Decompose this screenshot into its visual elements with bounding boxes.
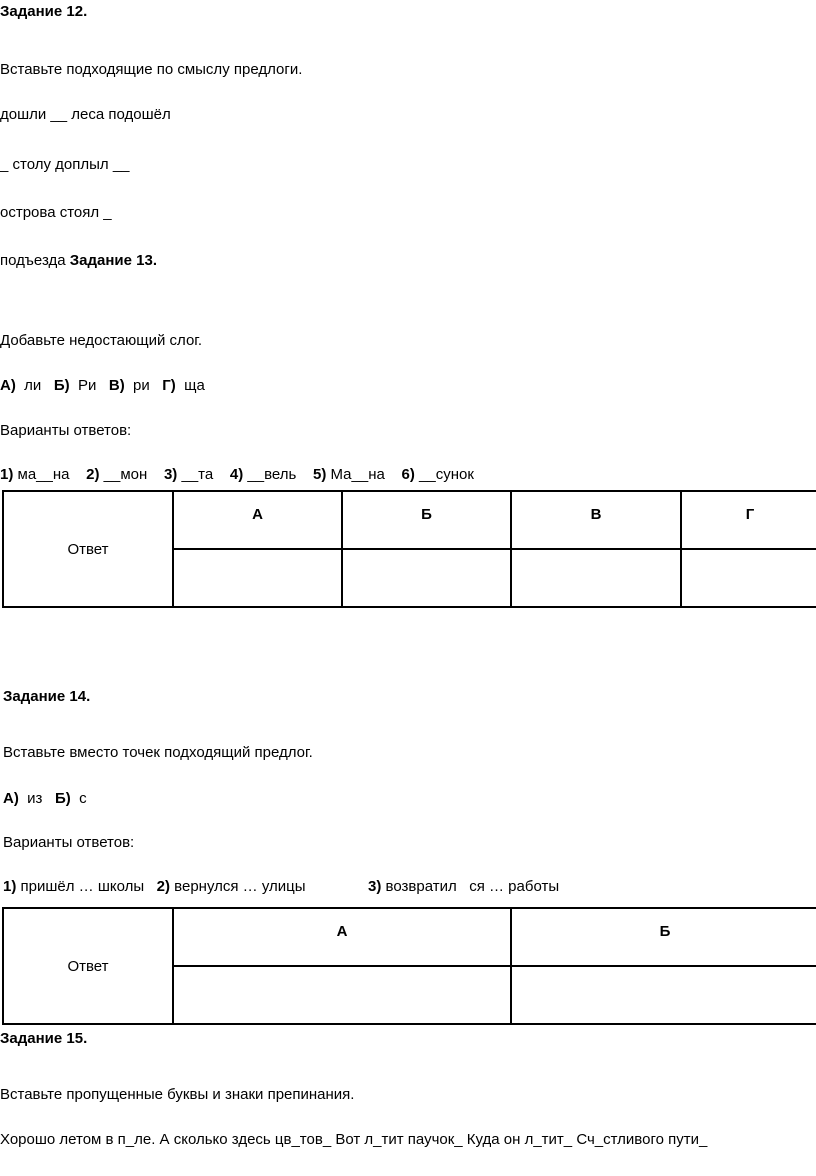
task14-answer-cell-a[interactable] — [173, 966, 511, 1024]
task12-line-1: дошли __ леса подошёл — [0, 106, 171, 123]
task14-answer-label: Ответ — [3, 908, 173, 1024]
task15-instruction: Вставьте пропущенные буквы и знаки препинания. — [0, 1086, 355, 1103]
task13-col-g: Г — [681, 491, 816, 549]
task13-title: Задание 13. — [69, 252, 158, 269]
task13-answer-cell-g[interactable] — [681, 549, 816, 607]
task12-line-3: острова стоял _ — [0, 204, 112, 221]
task14-options: А) из Б) с — [3, 790, 87, 807]
task14-answer-cell-b[interactable] — [511, 966, 816, 1024]
task13-answer-cell-b[interactable] — [342, 549, 511, 607]
task13-answer-table — [2, 490, 816, 608]
task14-col-b: Б — [511, 908, 816, 966]
task14-variants-label: Варианты ответов: — [3, 834, 135, 851]
task13-answer-cell-a[interactable] — [173, 549, 342, 607]
task14-instruction: Вставьте вместо точек подходящий предлог. — [3, 744, 313, 761]
task12-line-2: _ столу доплыл __ — [0, 156, 130, 173]
task14-col-a: А — [173, 908, 511, 966]
task13-instruction: Добавьте недостающий слог. — [0, 332, 203, 349]
task15-title: Задание 15. — [0, 1030, 88, 1047]
task12-line-4: подъезда Задание 13. — [0, 252, 158, 269]
task13-options: А) ли Б) Ри В) ри Г) ща — [0, 377, 205, 394]
task15-text: Хорошо летом в п_ле. А сколько здесь цв_тов_ Вот л_тит паучок_ Куда он л_тит_ Сч_стливого пути_ — [0, 1131, 708, 1148]
task13-answer-label: Ответ — [3, 491, 173, 607]
task14-title: Задание 14. — [3, 688, 91, 705]
task13-answer-cell-v[interactable] — [511, 549, 681, 607]
task12-title: Задание 12. — [0, 3, 88, 20]
task13-col-b: Б — [342, 491, 511, 549]
task13-col-v: В — [511, 491, 681, 549]
task13-variants-label: Варианты ответов: — [0, 422, 132, 439]
task13-col-a: А — [173, 491, 342, 549]
task12-instruction: Вставьте подходящие по смыслу предлоги. — [0, 61, 303, 78]
task13-variants: 1) ма__на 2) __мон 3) __та 4) __вель 5) Ма__на 6) __сунок — [0, 466, 474, 483]
task14-answer-table — [2, 907, 816, 1025]
task14-variants: 1) пришёл … школы 2) вернулся … улицы 3) возвратил ся … работы — [3, 878, 560, 895]
